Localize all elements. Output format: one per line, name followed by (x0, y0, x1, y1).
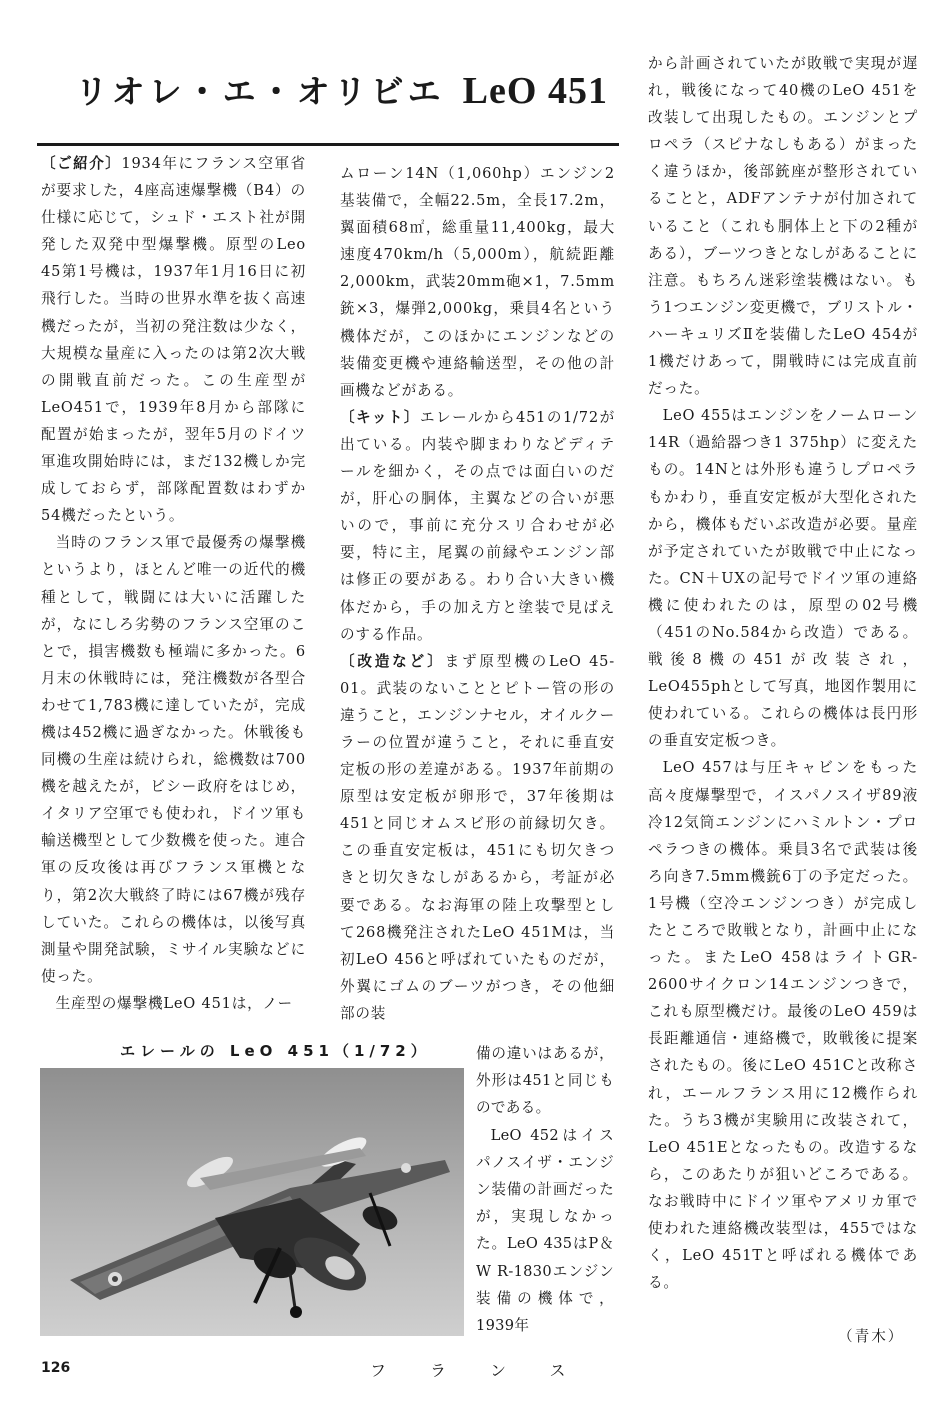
leo-457-paragraph: LeO 457は与圧キャビンをもった高々度爆撃型で，イスパノスイザ89液冷12気筒エンジンにハミルトン・プロペラつきの機体。乗員3名で武装は後ろ向き7.5mm機銃6丁の予定だった。1号機（空冷エンジンつき）が完成したところで敗戦となり，計画中止になった。またLeO 458はライトGR-2600サイクロン14エンジンつきで，これも原型機だけ。最後のLeO 459は長距離通信・連絡機で，敗戦後に提案されたもの。後にLeO 451Cと改称され，エールフランス用に12機作られた。うち3機が実験用に改装されて，LeO 451Eとなったもの。改造するなら，このあたりが狙いどころである。なお戦時中にドイツ軍やアメリカ軍で使われた連絡機改装型は，455ではなく，LeO 451Tと呼ばれる機体である。 (648, 759, 918, 1292)
title-model: LeO 451 (462, 70, 608, 112)
page-number: 126 (41, 1360, 71, 1376)
kit-paragraph: 〔キット〕エレールから451の1/72が出ている。内装や脚まわりなどディテールを細かく，その点では面白いのだが，肝心の胴体，主翼などの合いが悪いので，事前に充分スリ合わせが必要，特に主，尾翼の前縁やエンジン部は修正の要がある。わり合い大きい機体だから，手の加え方と塗装で見ばえのする作品。 (340, 408, 615, 643)
column-1 (41, 150, 306, 1017)
conversion-label: 〔改造など〕 (340, 652, 445, 670)
author-signature: （青木） (838, 1328, 905, 1345)
article-title (75, 66, 615, 113)
column-2-continued (476, 1040, 614, 1339)
leo-455-paragraph: LeO 455はエンジンをノームローン14R（過給器つき1 375hp）に変えたもの。14Nとは外形も違うしプロペラもかわり，垂直安定板が大型化されたから，機体もだいぶ改造が必要。量産が予定されていたが敗戦で中止になった。CN＋UXの記号でドイツ軍の連絡機に使われたのは，原型の02号機（451のNo.584から改造）である。戦後8機の451が改装され，LeO455phとして写真，地図作製用に使われている。これらの機体は長円形の垂直安定板つき。 (648, 407, 918, 750)
intro-label: 〔ご紹介〕 (41, 155, 122, 172)
leo-452-paragraph: LeO 452はイスパノスイザ・エンジン装備の計画だったが，実現しなかった。LeO 435はP＆W R-1830エンジン装備の機体で，1939年 (476, 1126, 614, 1335)
conversion-paragraph: 〔改造など〕まず原型機のLeO 45-01。武装のないこととピトー管の形の違うこと，エンジンナセル，オイルクーラーの位置が違うこと，それに垂直安定板の形の差違がある。1937年前期の原型は安定板が卵形で，37年後期は451と同じオムスビ形の前縁切欠き。この垂直安定板は，451にも切欠きつきと切欠きなしがあるから，考証が必要である。なお海軍の陸上攻撃型として268機発注されたLeO 451Mは，当初LeO 456と呼ばれていたものだが，外翼にゴムのブーツがつき，その他細部の装 (340, 652, 616, 1022)
section-footer: フランス (370, 1361, 610, 1380)
title-japanese: リオレ・エ・オリビエ (75, 72, 445, 111)
history-paragraph: 当時のフランス軍で最優秀の爆撃機というより，ほとんど唯一の近代的機種として，戦闘には大いに活躍したが，なにしろ劣勢のフランス空軍のことで，損害機数も極端に多かった。6月末の休戦時には，発注機数が各型合わせて1,783機に達していたが，完成機は452機に過ぎなかった。休戦後も同機の生産は続けられ，総機数は700機を越えたが，ビシー政府をはじめ，イタリア空軍でも使われ，ドイツ軍も輸送機型として少数機を使った。連合軍の反攻後は再びフランス軍機となり，第2次大戦終了時には67機が残存していた。これらの機体は，以後写真測量や開発試験，ミサイル実験などに使った。 (41, 534, 306, 985)
title-rule (37, 143, 619, 146)
column-3 (648, 50, 918, 1296)
kit-label: 〔キット〕 (340, 408, 420, 426)
aircraft-image (40, 1068, 464, 1336)
spec-paragraph-start: 生産型の爆撃機LeO 451は，ノー (55, 994, 293, 1012)
conversion-paragraph-end: 備の違いはあるが，外形は451と同じものである。 (476, 1045, 614, 1117)
column-2 (340, 160, 615, 1027)
spec-paragraph: ムローン14N（1,060hp）エンジン2基装備で，全幅22.5m，全長17.2m，翼面積68㎡，総重量11,400kg，最大速度470km/h（5,000m），航続距離2,000km，武装20mm砲×1，7.5mm銃×3，爆弾2,000kg，乗員4名という機体だが，このほかにエンジンなどの装備変更機や連絡輸送型，その他の計画機などがある。 (340, 165, 615, 399)
model-aircraft-photo (40, 1068, 464, 1336)
leo-435-paragraph-end: から計画されていたが敗戦で実現が遅れ，戦後になって40機のLeO 451を改装して出現したもの。エンジンとプロペラ（スピナなしもある）がまったく違うほか，後部銃座が整形されていることと，ADFアンテナが付加されていること（これも胴体上と下の2種がある），ブーツつきとなしがあることに注意。もちろん迷彩塗装機はない。もう1つエンジン変更機で，ブリストル・ハーキュリズⅡを装備したLeO 454が1機だけあって，開戦時には完成直前だった。 (648, 55, 918, 398)
photo-caption: エレールの LeO 451（1/72） (120, 1042, 431, 1060)
intro-paragraph: 〔ご紹介〕1934年にフランス空軍省が要求した，4座高速爆撃機（B4）の仕様に応じて，シュド・エスト社が開発した双発中型爆撃機。原型のLeo 45第1号機は，1937年1月16日に初飛行した。当時の世界水準を抜く高速機だったが，当初の発注数は少なく，大規模な量産に入ったのは第2次大戦の開戦直前だった。この生産型がLeO451で，1939年8月から部隊に配置が始まったが，翌年5月のドイツ軍進攻開始時には，まだ132機しか完成しておらず，部隊配置数はわずか54機だったという。 (41, 155, 306, 525)
